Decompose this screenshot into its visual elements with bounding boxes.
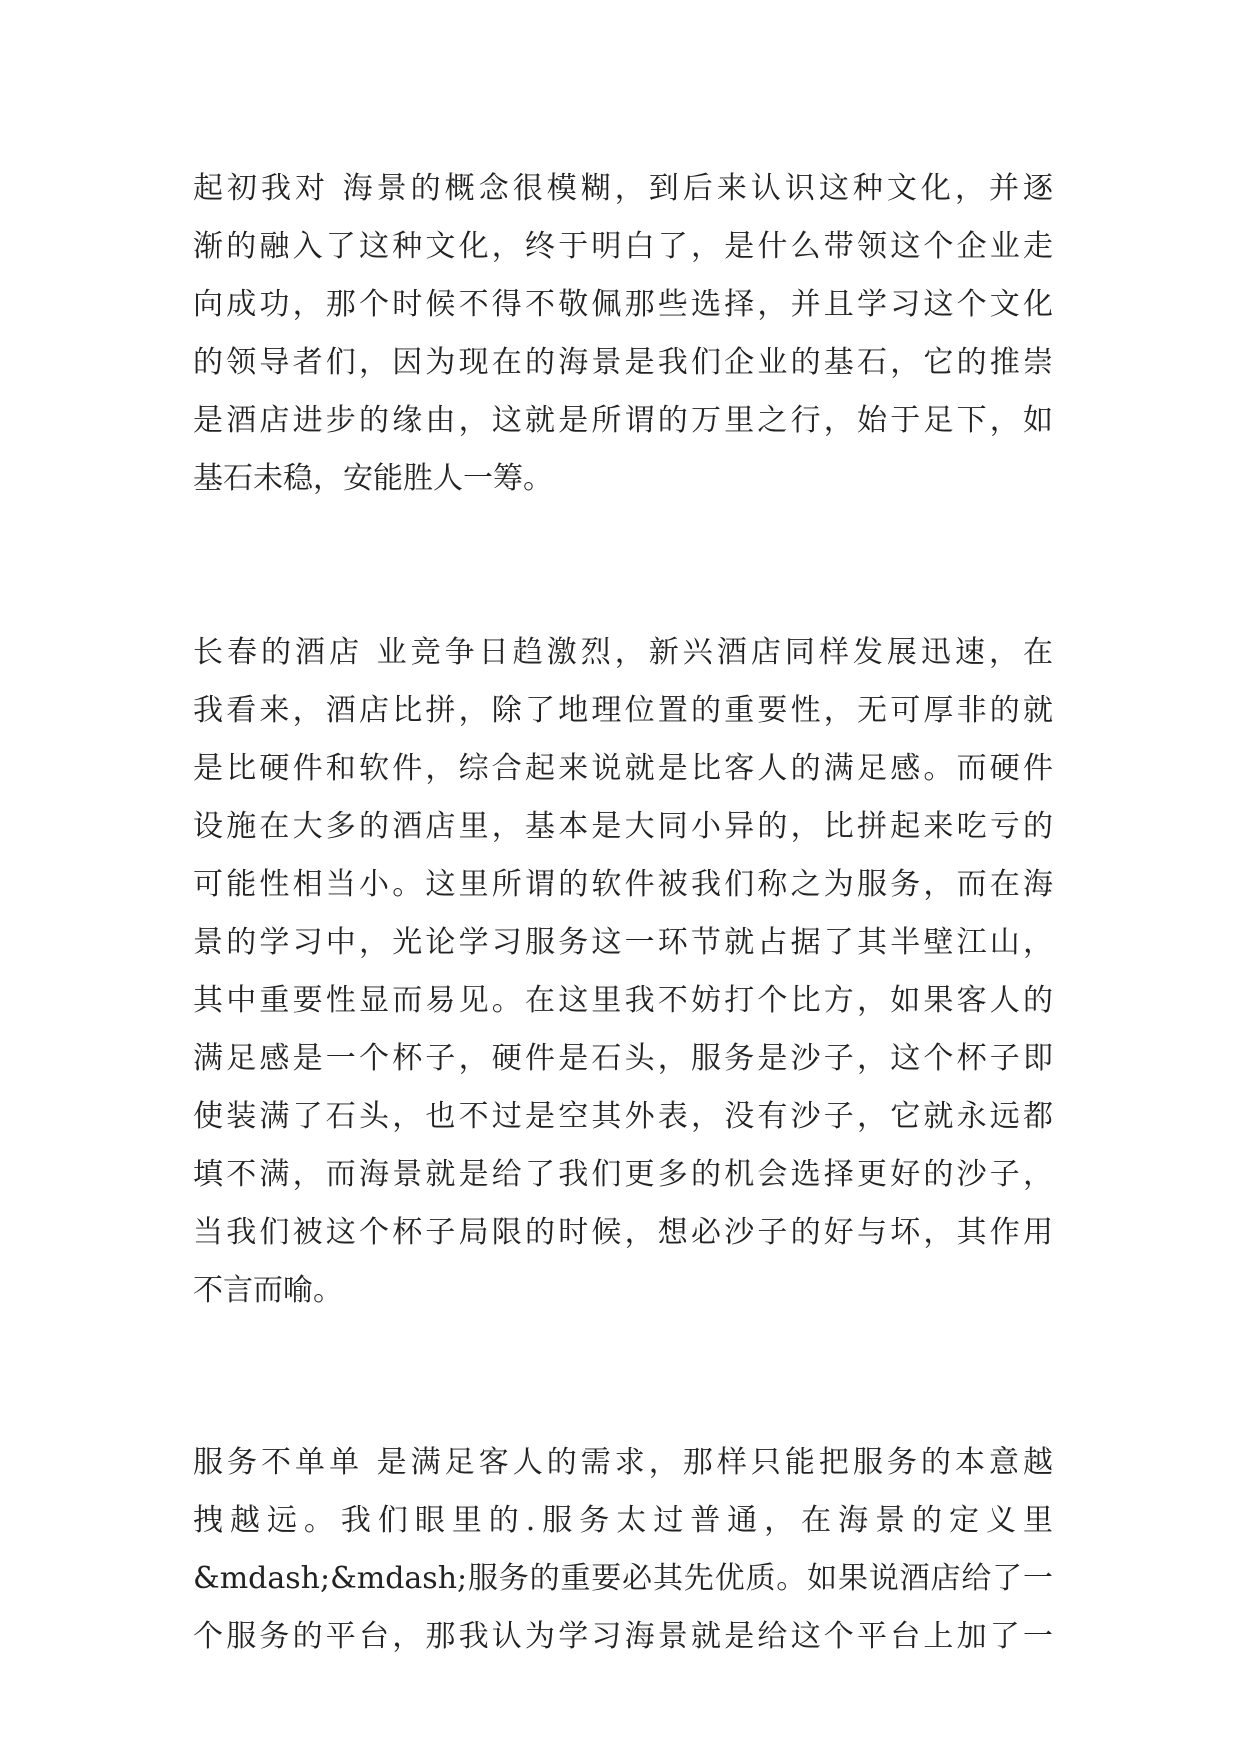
paragraph-line: 起初我对 海景的概念很模糊，到后来认识这种文化，并逐	[193, 171, 1053, 206]
paragraph-spacer	[193, 1320, 1053, 1434]
paragraph-1	[193, 160, 1053, 508]
paragraph-line: 个服务的平台，那我认为学习海景就是给这个平台上加了一	[193, 1619, 1053, 1654]
paragraph-line: 不言而喻。	[193, 1273, 343, 1308]
paragraph-line: 当我们被这个杯子局限的时候，想必沙子的好与坏，其作用	[193, 1215, 1053, 1250]
paragraph-line: 填不满，而海景就是给了我们更多的机会选择更好的沙子，	[193, 1157, 1053, 1192]
paragraph-line: 满足感是一个杯子，硬件是石头，服务是沙子，这个杯子即	[193, 1041, 1053, 1076]
paragraph-3	[193, 1434, 1053, 1666]
paragraph-line: 基石未稳，安能胜人一筹。	[193, 461, 553, 496]
paragraph-line: 渐的融入了这种文化，终于明白了，是什么带领这个企业走	[193, 229, 1053, 264]
document-body	[193, 160, 1053, 1666]
paragraph-line: &mdash;&mdash;服务的重要必其先优质。如果说酒店给了一	[193, 1561, 1053, 1596]
paragraph-line: 向成功，那个时候不得不敬佩那些选择，并且学习这个文化	[193, 287, 1053, 322]
paragraph-spacer	[193, 508, 1053, 624]
paragraph-line: 我看来，酒店比拼，除了地理位置的重要性，无可厚非的就	[193, 693, 1053, 728]
paragraph-line: 拽越远。我们眼里的.服务太过普通，在海景的定义里	[193, 1503, 1053, 1538]
paragraph-line: 使装满了石头，也不过是空其外表，没有沙子，它就永远都	[193, 1099, 1053, 1134]
paragraph-line: 服务不单单 是满足客人的需求，那样只能把服务的本意越	[193, 1445, 1053, 1480]
paragraph-line: 是酒店进步的缘由，这就是所谓的万里之行，始于足下，如	[193, 403, 1053, 438]
paragraph-line: 是比硬件和软件，综合起来说就是比客人的满足感。而硬件	[193, 751, 1053, 786]
paragraph-line: 长春的酒店 业竞争日趋激烈，新兴酒店同样发展迅速，在	[193, 635, 1053, 670]
paragraph-line: 景的学习中，光论学习服务这一环节就占据了其半壁江山，	[193, 925, 1053, 960]
paragraph-line: 的领导者们，因为现在的海景是我们企业的基石，它的推崇	[193, 345, 1053, 380]
paragraph-line: 可能性相当小。这里所谓的软件被我们称之为服务，而在海	[193, 867, 1053, 902]
paragraph-2	[193, 624, 1053, 1320]
paragraph-line: 其中重要性显而易见。在这里我不妨打个比方，如果客人的	[193, 983, 1053, 1018]
paragraph-line: 设施在大多的酒店里，基本是大同小异的，比拼起来吃亏的	[193, 809, 1053, 844]
